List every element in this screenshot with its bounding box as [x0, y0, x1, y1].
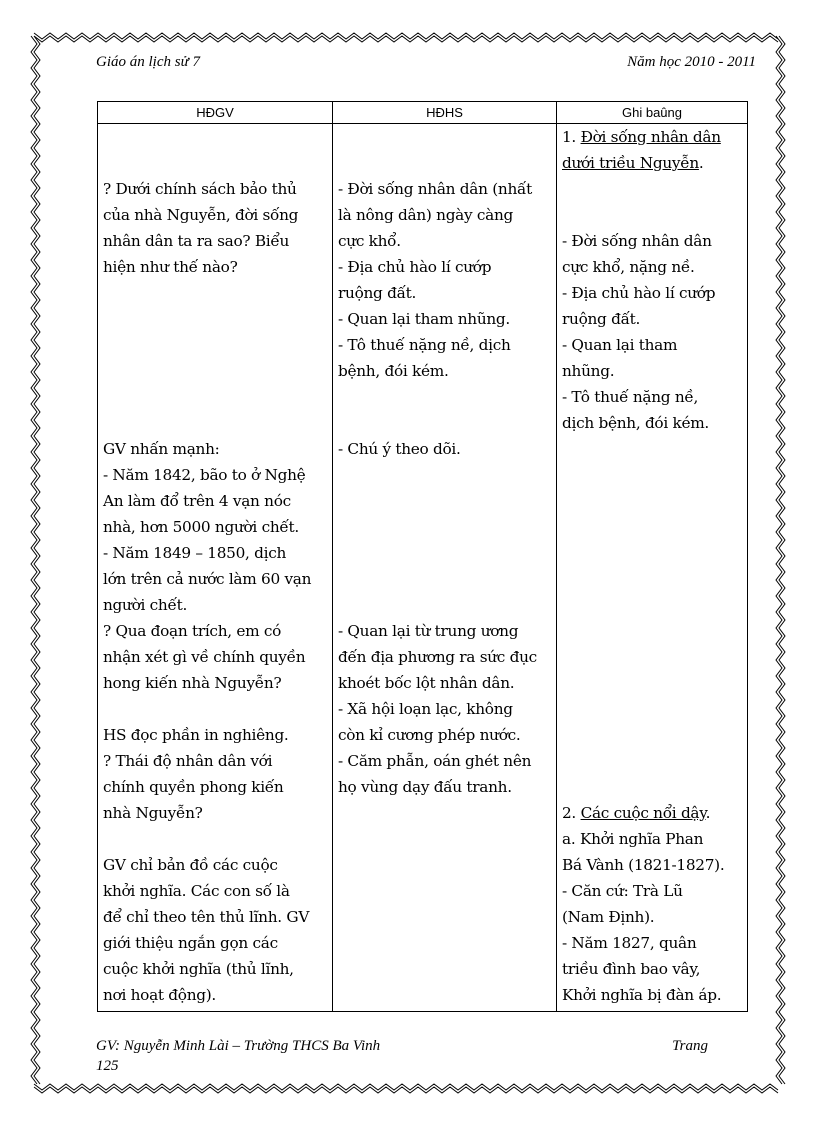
teacher-activity-line: GV chỉ bản đồ các cuộc [103, 856, 278, 874]
teacher-activity-line: ? Dưới chính sách bảo thủ [103, 180, 297, 198]
student-activity-line [338, 488, 550, 514]
lesson-table [97, 101, 748, 1012]
teacher-activity-line [103, 124, 326, 150]
teacher-activity-line: - Năm 1849 – 1850, dịch [103, 544, 287, 562]
student-activity-text [333, 124, 556, 800]
student-activity-line: - Căm phẫn, oán ghét nên [338, 752, 532, 770]
teacher-activity-line: chính quyền phong kiến [103, 778, 284, 796]
teacher-activity-line [103, 384, 326, 410]
student-activity-line [338, 514, 550, 540]
teacher-activity-line: cuộc khởi nghĩa (thủ lĩnh, [103, 960, 294, 978]
board-note-line: a. Khởi nghĩa Phan [562, 830, 704, 848]
header-teacher-activity: HĐGV [98, 102, 333, 124]
student-activity-line: - Chú ý theo dõi. [338, 440, 461, 458]
student-activity-line: ruộng đất. [338, 284, 417, 302]
teacher-activity-line [103, 332, 326, 358]
footer-teacher: GV: Nguyễn Minh Lài – Trường THCS Ba Vinh [96, 1038, 381, 1054]
board-note-line: - Căn cứ: Trà Lũ [562, 882, 683, 900]
table-header-row [98, 102, 748, 124]
teacher-activity-line [103, 280, 326, 306]
header-student-activity: HĐHS [333, 102, 557, 124]
student-activity-line [338, 410, 550, 436]
section1-heading-line1: 1. Đời sống nhân dân [562, 128, 721, 146]
teacher-activity-line: hiện như thế nào? [103, 258, 238, 276]
section2-heading: 2. Các cuộc nổi dậy. [562, 804, 711, 822]
teacher-activity-line [103, 358, 326, 384]
student-activity-line: - Quan lại từ trung ương [338, 622, 519, 640]
teacher-activity-line: khởi nghĩa. Các con số là [103, 882, 290, 900]
student-activity-line: - Xã hội loạn lạc, không [338, 700, 513, 718]
student-activity-line [338, 592, 550, 618]
footer-page-label: Trang [672, 1038, 708, 1054]
teacher-activity-line: giới thiệu ngắn gọn các [103, 934, 278, 952]
board-notes-cell [557, 124, 748, 1012]
student-activity-line: - Tô thuế nặng nề, dịch [338, 336, 511, 354]
student-activity-line: - Quan lại tham nhũng. [338, 310, 510, 328]
header-subject: Giáo án lịch sử 7 [96, 54, 201, 70]
board-note-line: Bá Vành (1821-1827). [562, 856, 725, 874]
student-activity-line [338, 150, 550, 176]
page-footer [96, 1036, 708, 1076]
board-note-line: cực khổ, nặng nề. [562, 258, 695, 276]
student-activity-line: bệnh, đói kém. [338, 362, 449, 380]
teacher-activity-line [103, 696, 326, 722]
board-note-line: - Quan lại tham [562, 336, 678, 354]
teacher-activity-line: nhận xét gì về chính quyền [103, 648, 306, 666]
student-activity-line [338, 462, 550, 488]
teacher-activity-line: của nhà Nguyễn, đời sống [103, 206, 299, 224]
teacher-activity-line: nơi hoạt động). [103, 986, 216, 1004]
teacher-activity-line [103, 826, 326, 852]
teacher-activity-line [103, 410, 326, 436]
page-header [96, 54, 756, 76]
header-board-notes: Ghi baûng [557, 102, 748, 124]
teacher-activity-line: người chết. [103, 596, 187, 614]
board-note-line: (Nam Định). [562, 908, 655, 926]
board-note-line: - Tô thuế nặng nề, [562, 388, 699, 406]
section1-notes [562, 228, 741, 436]
student-activity-line: là nông dân) ngày càng [338, 206, 514, 224]
student-activity-line [338, 124, 550, 150]
teacher-activity-text [98, 124, 332, 1008]
teacher-activity-line [103, 306, 326, 332]
board-note-line: nhũng. [562, 362, 615, 380]
board-note-line: dịch bệnh, đói kém. [562, 414, 709, 432]
teacher-activity-line [103, 150, 326, 176]
teacher-activity-line: nhân dân ta ra sao? Biểu [103, 232, 290, 250]
board-note-line: - Đời sống nhân dân [562, 232, 712, 250]
teacher-activity-line: GV nhấn mạnh: [103, 440, 220, 458]
footer-page-number: 125 [96, 1058, 119, 1074]
board-note-line: - Năm 1827, quân [562, 934, 697, 952]
teacher-activity-line: lớn trên cả nước làm 60 vạn [103, 570, 312, 588]
board-note-line: - Địa chủ hào lí cướp [562, 284, 716, 302]
student-activity-cell [333, 124, 557, 1012]
student-activity-line: cực khổ. [338, 232, 401, 250]
student-activity-line: - Địa chủ hào lí cướp [338, 258, 492, 276]
teacher-activity-line: ? Thái độ nhân dân với [103, 752, 273, 770]
student-activity-line: đến địa phương ra sức đục [338, 648, 537, 666]
teacher-activity-line: nhà, hơn 5000 người chết. [103, 518, 299, 536]
teacher-activity-line: ? Qua đoạn trích, em có [103, 622, 282, 640]
teacher-activity-cell [98, 124, 333, 1012]
board-note-line: triều đình bao vây, [562, 960, 701, 978]
teacher-activity-line: - Năm 1842, bão to ở Nghệ [103, 466, 306, 484]
teacher-activity-line: hong kiến nhà Nguyễn? [103, 674, 282, 692]
student-activity-line: họ vùng dạy đấu tranh. [338, 778, 512, 796]
student-activity-line [338, 566, 550, 592]
student-activity-line: còn kỉ cương phép nước. [338, 726, 521, 744]
teacher-activity-line: nhà Nguyễn? [103, 804, 203, 822]
section2-notes [562, 826, 741, 1008]
teacher-activity-line: An làm đổ trên 4 vạn nóc [103, 492, 291, 510]
student-activity-line: khoét bốc lột nhân dân. [338, 674, 515, 692]
table-row [98, 124, 748, 1012]
student-activity-line: - Đời sống nhân dân (nhất [338, 180, 532, 198]
teacher-activity-line: HS đọc phần in nghiêng. [103, 726, 289, 744]
section1-heading-line2: dưới triều Nguyễn. [562, 154, 704, 172]
student-activity-line [338, 540, 550, 566]
board-note-line: Khởi nghĩa bị đàn áp. [562, 986, 722, 1004]
teacher-activity-line: để chỉ theo tên thủ lĩnh. GV [103, 908, 310, 926]
student-activity-line [338, 384, 550, 410]
board-note-line: ruộng đất. [562, 310, 641, 328]
board-notes-text [557, 124, 747, 1008]
header-school-year: Năm học 2010 - 2011 [627, 54, 756, 70]
